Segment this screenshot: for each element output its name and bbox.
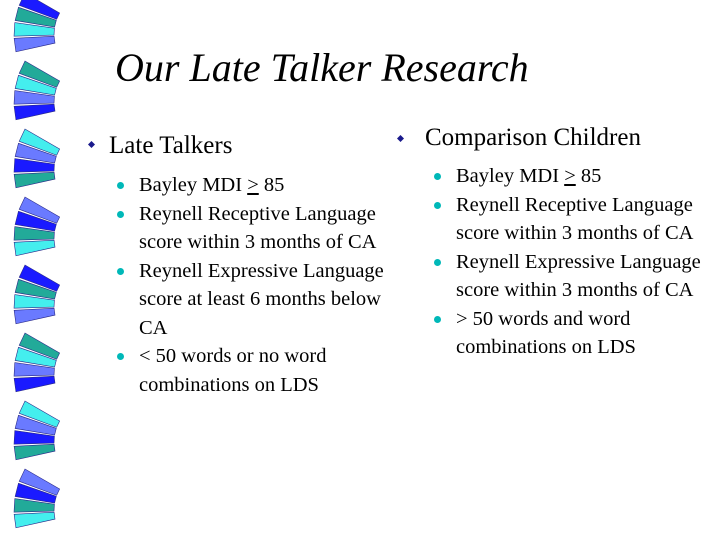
late-talkers-criteria-list	[115, 171, 408, 399]
criterion-value: 85	[258, 174, 285, 196]
spiral-wedge	[14, 376, 55, 392]
criterion-text: Reynell Expressive Language score within 3 months of CA	[456, 250, 701, 301]
criterion-value: 85	[575, 165, 602, 187]
criterion-text: Reynell Receptive Language score within 3 months of CA	[456, 193, 694, 244]
greater-equal-symbol: >	[564, 165, 576, 187]
spiral-binding-decoration	[0, 0, 100, 540]
comparison-column	[397, 124, 717, 362]
dot-bullet-icon	[434, 173, 441, 180]
list-item	[432, 305, 717, 362]
list-item	[432, 162, 717, 191]
dot-bullet-icon	[117, 211, 124, 218]
dot-bullet-icon	[434, 202, 441, 209]
diamond-bullet-icon	[397, 135, 404, 142]
diamond-bullet-icon	[88, 141, 95, 148]
spiral-wedge	[14, 308, 55, 324]
criterion-text: < 50 words or no word combinations on LDS	[139, 345, 327, 396]
spiral-wedge	[14, 104, 55, 120]
dot-bullet-icon	[117, 182, 124, 189]
comparison-heading: Comparison Children	[425, 124, 641, 151]
greater-equal-symbol: >	[247, 174, 259, 196]
dot-bullet-icon	[434, 259, 441, 266]
list-item	[115, 171, 408, 200]
late-talkers-column	[88, 132, 408, 399]
list-item	[115, 342, 408, 399]
spiral-wedge	[14, 444, 55, 460]
list-item	[115, 200, 408, 257]
criterion-text: Reynell Receptive Language score within 3 months of CA	[139, 202, 377, 253]
slide-title: Our Late Talker Research	[115, 45, 529, 90]
spiral-wedge	[14, 172, 55, 188]
dot-bullet-icon	[117, 353, 124, 360]
spiral-wedge	[14, 36, 55, 52]
dot-bullet-icon	[117, 268, 124, 275]
list-item	[432, 191, 717, 248]
spiral-wedge	[14, 512, 55, 528]
late-talkers-heading: Late Talkers	[109, 132, 233, 159]
comparison-criteria-list	[432, 162, 717, 362]
list-item	[115, 257, 408, 343]
dot-bullet-icon	[434, 316, 441, 323]
criterion-text: Bayley MDI	[456, 165, 565, 187]
criterion-text: Bayley MDI	[139, 174, 248, 196]
spiral-wedge	[14, 240, 55, 256]
criterion-text: Reynell Expressive Language score at least 6 months below CA	[139, 259, 384, 339]
criterion-text: > 50 words and word combinations on LDS	[456, 307, 636, 358]
list-item	[432, 248, 717, 305]
